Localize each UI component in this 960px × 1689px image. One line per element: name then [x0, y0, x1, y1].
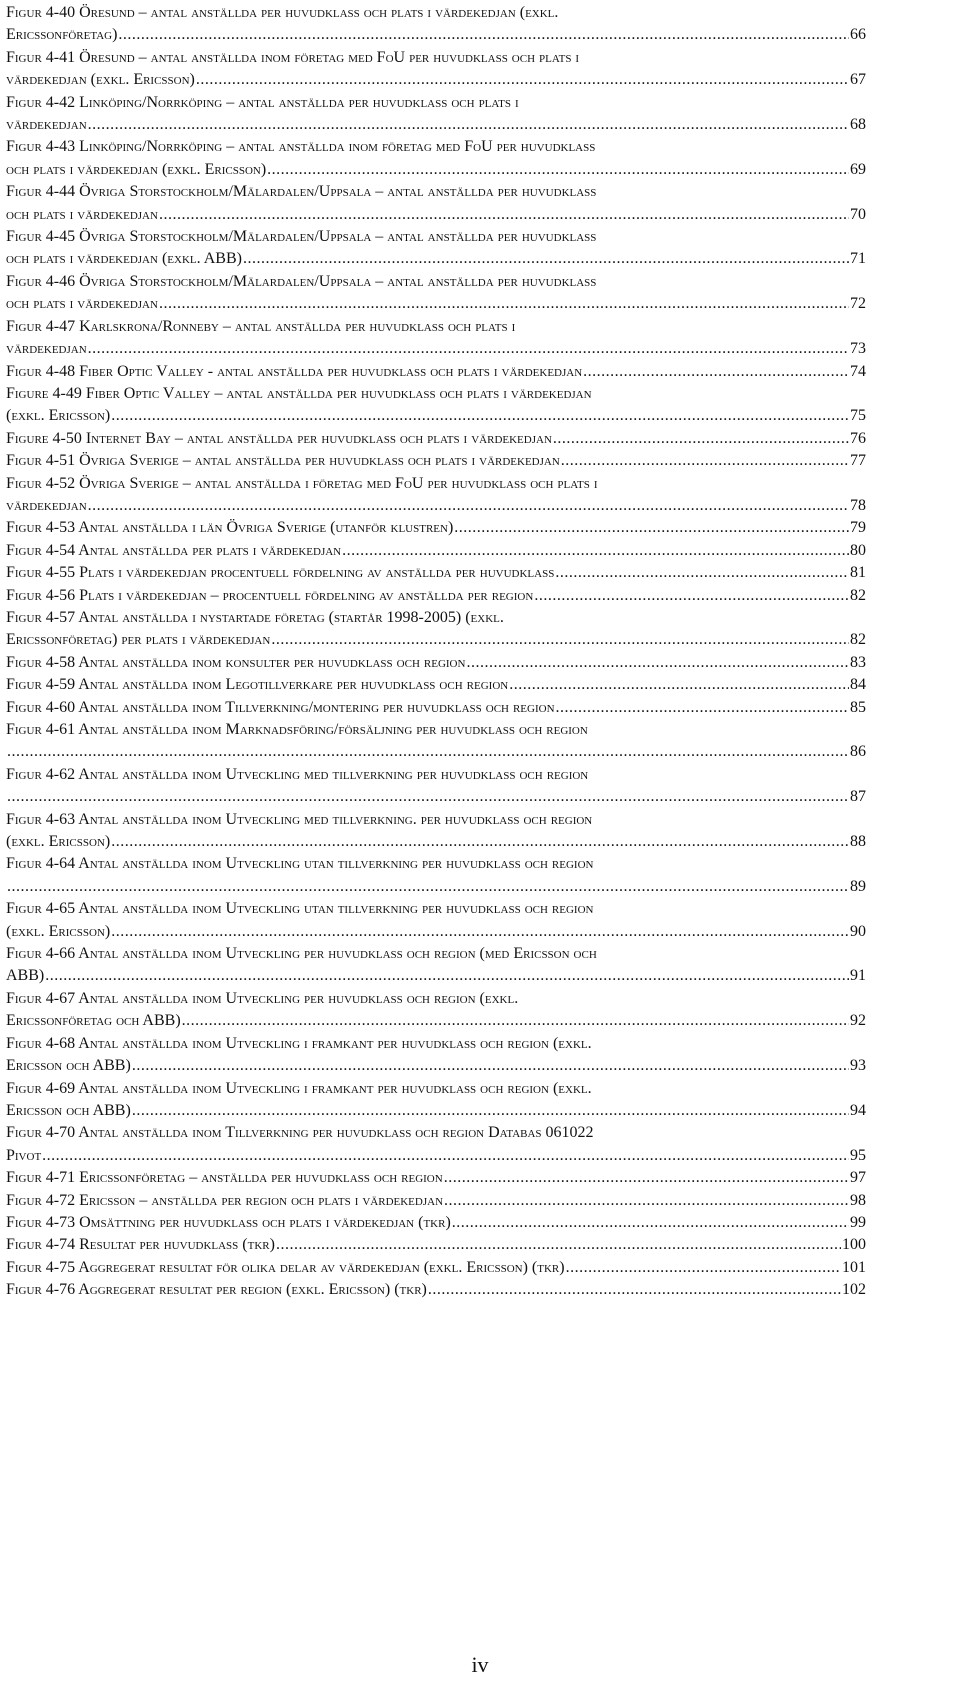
toc-entry[interactable]	[6, 181, 866, 226]
toc-entry[interactable]	[6, 136, 866, 181]
toc-entry-text: Figur 4-53 Antal anställda i län Övriga Sverige (utanför klustren)	[6, 519, 454, 537]
dot-leader	[182, 1010, 849, 1032]
toc-entry-page: 69	[850, 160, 866, 178]
toc-entry[interactable]	[6, 719, 866, 764]
toc-entry-text: Figur 4-71 Ericssonföretag – anställda per huvudklass och region	[6, 1169, 443, 1187]
toc-entry-page: 87	[850, 788, 866, 806]
toc-entry[interactable]	[6, 1212, 866, 1234]
toc-entry-text: Figur 4-74 Resultat per huvudklass (tkr)	[6, 1236, 275, 1254]
dot-leader	[88, 338, 849, 360]
dot-leader	[534, 585, 849, 607]
toc-entry-text: (exkl. Ericsson)	[6, 922, 111, 940]
toc-entry[interactable]	[6, 898, 866, 943]
toc-entry-text: Figur 4-61 Antal anställda inom Marknadsföring/försäljning per huvudklass och region	[6, 721, 588, 738]
toc-entry-page: 92	[850, 1012, 866, 1030]
toc-entry-text: Figur 4-69 Antal anställda inom Utveckling i framkant per huvudklass och region (exkl.	[6, 1079, 592, 1097]
toc-entry-text: Figur 4-73 Omsättning per huvudklass och plats i värdekedjan (tkr)	[6, 1213, 451, 1231]
toc-entry-text: Ericssonföretag) per plats i värdekedjan	[6, 631, 271, 649]
toc-entry-page: 91	[850, 967, 866, 985]
toc-entry-page: 93	[850, 1057, 866, 1075]
toc-entry-text: Figur 4-56 Plats i värdekedjan – procentuell fördelning av anställda per region	[6, 586, 534, 604]
toc-entry-text: Figur 4-67 Antal anställda inom Utveckling per huvudklass och region (exkl.	[6, 989, 519, 1007]
toc-entry-text: Figur 4-41 Öresund – antal anställda inom företag med FoU per huvudklass och plats i	[6, 48, 580, 66]
toc-entry-page: 98	[850, 1191, 866, 1209]
dot-leader	[159, 204, 849, 226]
dot-leader	[267, 159, 849, 181]
dot-leader	[111, 405, 849, 427]
toc-entry-text: (exkl. Ericsson)	[6, 833, 111, 851]
dot-leader	[7, 786, 849, 808]
toc-entry-text: Figur 4-70 Antal anställda inom Tillverkning per huvudklass och region Databas 061022	[6, 1124, 594, 1142]
toc-entry-page: 81	[850, 564, 866, 582]
toc-entry[interactable]	[6, 47, 866, 92]
toc-entry-text: Figur 4-46 Övriga Storstockholm/Mälardalen/Uppsala – antal anställda per huvudklass	[6, 272, 597, 290]
dot-leader	[118, 24, 849, 46]
toc-entry-text: Figur 4-72 Ericsson – anställda per region och plats i värdekedjan	[6, 1191, 444, 1209]
toc-entry-text: Ericssonföretag)	[6, 26, 118, 44]
table-of-figures	[6, 2, 866, 1302]
toc-entry-text: Figur 4-60 Antal anställda inom Tillverkning/montering per huvudklass och region	[6, 698, 555, 716]
toc-entry[interactable]	[6, 1257, 866, 1279]
dot-leader	[556, 697, 849, 719]
toc-entry-page: 77	[850, 452, 866, 470]
dot-leader	[111, 921, 849, 943]
dot-leader	[509, 674, 849, 696]
toc-entry-page: 68	[850, 116, 866, 134]
toc-entry-text: och plats i värdekedjan	[6, 295, 158, 313]
toc-entry[interactable]	[6, 1234, 866, 1256]
toc-entry-page: 67	[850, 71, 866, 89]
dot-leader	[243, 248, 849, 270]
toc-entry-text: Figur 4-55 Plats i värdekedjan procentuell fördelning av anställda per huvudklass	[6, 564, 555, 582]
toc-entry[interactable]	[6, 540, 866, 562]
dot-leader	[276, 1234, 841, 1256]
toc-entry-text: Figur 4-44 Övriga Storstockholm/Mälardalen/Uppsala – antal anställda per huvudklass	[6, 183, 597, 201]
toc-entry-text: värdekedjan	[6, 340, 87, 358]
toc-entry-page: 94	[850, 1101, 866, 1119]
toc-entry[interactable]	[6, 316, 866, 361]
toc-entry-text: Figur 4-76 Aggregerat resultat per region (exkl. Ericsson) (tkr)	[6, 1281, 427, 1299]
toc-entry-page: 73	[850, 340, 866, 358]
toc-entry-page: 66	[850, 26, 866, 44]
toc-entry-page: 89	[850, 877, 866, 895]
toc-entry-text: Figur 4-62 Antal anställda inom Utveckling med tillverkning per huvudklass och region	[6, 765, 589, 783]
dot-leader	[88, 495, 849, 517]
toc-entry[interactable]	[6, 943, 866, 988]
toc-entry[interactable]	[6, 92, 866, 137]
toc-entry[interactable]	[6, 1078, 866, 1123]
toc-entry-page: 84	[850, 676, 866, 694]
dot-leader	[444, 1167, 849, 1189]
toc-entry[interactable]	[6, 652, 866, 674]
toc-entry-page: 79	[850, 519, 866, 537]
toc-entry-text: Figur 4-68 Antal anställda inom Utveckling i framkant per huvudklass och region (exkl.	[6, 1034, 592, 1052]
toc-entry-text: Figur 4-58 Antal anställda inom konsulter per huvudklass och region	[6, 653, 466, 671]
dot-leader	[553, 428, 849, 450]
toc-entry[interactable]	[6, 809, 866, 854]
toc-entry-text: Ericsson och ABB)	[6, 1101, 131, 1119]
toc-entry-text: och plats i värdekedjan (exkl. ABB)	[6, 250, 242, 268]
toc-entry-text: Figur 4-43 Linköping/Norrköping – antal anställda inom företag med FoU per huvudklass	[6, 138, 596, 156]
toc-entry-text: Figur 4-47 Karlskrona/Ronneby – antal anställda per huvudklass och plats i	[6, 317, 516, 335]
toc-entry-page: 88	[850, 833, 866, 851]
dot-leader	[555, 562, 849, 584]
toc-entry-page: 76	[850, 429, 866, 447]
dot-leader	[7, 876, 849, 898]
dot-leader	[88, 114, 849, 136]
toc-entry[interactable]	[6, 271, 866, 316]
toc-entry-text: Figur 4-48 Fiber Optic Valley - antal anställda per huvudklass och plats i värdekedjan	[6, 362, 583, 380]
dot-leader	[196, 69, 849, 91]
toc-entry[interactable]	[6, 674, 866, 696]
toc-entry-page: 82	[850, 586, 866, 604]
dot-leader	[42, 1145, 849, 1167]
toc-entry-page: 74	[850, 362, 866, 380]
toc-entry-page: 90	[850, 922, 866, 940]
toc-entry-text: Figur 4-57 Antal anställda i nystartade företag (startår 1998-2005) (exkl.	[6, 608, 504, 626]
toc-entry[interactable]	[6, 1122, 866, 1167]
toc-entry-text: (exkl. Ericsson)	[6, 407, 111, 425]
toc-entry-text: Figur 4-75 Aggregerat resultat för olika delar av värdekedjan (exkl. Ericsson) (tkr)	[6, 1258, 565, 1276]
toc-entry[interactable]	[6, 383, 866, 428]
toc-entry-text: värdekedjan (exkl. Ericsson)	[6, 71, 195, 89]
toc-entry-text: och plats i värdekedjan (exkl. Ericsson)	[6, 160, 267, 178]
toc-entry-text: Figur 4-45 Övriga Storstockholm/Mälardalen/Uppsala – antal anställda per huvudklass	[6, 228, 597, 246]
toc-entry-text: Pivot	[6, 1146, 42, 1164]
toc-entry-text: Figur 4-54 Antal anställda per plats i värdekedjan	[6, 541, 342, 559]
toc-entry-text: Ericsson och ABB)	[6, 1057, 131, 1075]
toc-entry[interactable]	[6, 517, 866, 539]
toc-entry-text: Figur 4-64 Antal anställda inom Utveckling utan tillverkning per huvudklass och region	[6, 855, 594, 873]
toc-entry-page: 99	[850, 1213, 866, 1231]
toc-entry-page: 70	[850, 205, 866, 223]
dot-leader	[132, 1055, 849, 1077]
toc-entry-page: 97	[850, 1169, 866, 1187]
dot-leader	[428, 1279, 841, 1301]
toc-entry-text: Figure 4-50 Internet Bay – antal anställda per huvudklass och plats i värdekedjan	[6, 429, 552, 447]
toc-entry-page: 85	[850, 698, 866, 716]
toc-entry[interactable]	[6, 2, 866, 47]
toc-entry-text: Figur 4-65 Antal anställda inom Utveckling utan tillverkning per huvudklass och region	[6, 900, 594, 918]
dot-leader	[466, 652, 849, 674]
toc-entry-text: Figur 4-59 Antal anställda inom Legotillverkare per huvudklass och region	[6, 676, 509, 694]
toc-entry-page: 75	[850, 407, 866, 425]
dot-leader	[159, 293, 849, 315]
toc-entry-page: 78	[850, 496, 866, 514]
toc-entry[interactable]	[6, 1190, 866, 1212]
dot-leader	[583, 361, 849, 383]
toc-entry-text: Figur 4-40 Öresund – antal anställda per huvudklass och plats i värdekedjan (exkl.	[6, 4, 559, 21]
toc-entry-page: 83	[850, 653, 866, 671]
toc-entry-page: 86	[850, 743, 866, 761]
toc-entry[interactable]	[6, 988, 866, 1033]
toc-entry[interactable]	[6, 1279, 866, 1301]
toc-entry[interactable]	[6, 226, 866, 271]
toc-entry[interactable]	[6, 1167, 866, 1189]
toc-entry-page: 80	[850, 541, 866, 559]
toc-entry-text: ABB)	[6, 967, 45, 985]
dot-leader	[561, 450, 849, 472]
dot-leader	[111, 831, 849, 853]
toc-entry[interactable]	[6, 1033, 866, 1078]
dot-leader	[271, 629, 849, 651]
toc-entry-text: värdekedjan	[6, 496, 87, 514]
toc-entry[interactable]	[6, 607, 866, 652]
dot-leader	[444, 1190, 849, 1212]
toc-entry[interactable]	[6, 361, 866, 383]
toc-entry[interactable]	[6, 585, 866, 607]
toc-entry-page: 95	[850, 1146, 866, 1164]
toc-entry-text: värdekedjan	[6, 116, 87, 134]
toc-entry-text: Figur 4-63 Antal anställda inom Utveckling med tillverkning. per huvudklass och region	[6, 810, 593, 828]
page-number: iv	[471, 1652, 489, 1677]
toc-entry[interactable]	[6, 853, 866, 898]
toc-entry-text: Figur 4-51 Övriga Sverige – antal anställda per huvudklass och plats i värdekedjan	[6, 452, 560, 470]
toc-entry-text: och plats i värdekedjan	[6, 205, 158, 223]
dot-leader	[454, 517, 849, 539]
toc-entry-page: 100	[842, 1236, 866, 1254]
toc-entry[interactable]	[6, 697, 866, 719]
toc-entry[interactable]	[6, 562, 866, 584]
toc-entry-page: 101	[842, 1258, 866, 1276]
toc-entry-text: Ericssonföretag och ABB)	[6, 1012, 181, 1030]
dot-leader	[342, 540, 849, 562]
dot-leader	[452, 1212, 849, 1234]
toc-entry-text: Figur 4-66 Antal anställda inom Utveckling per huvudklass och region (med Ericsson och	[6, 945, 597, 963]
toc-entry-page: 102	[842, 1281, 866, 1299]
dot-leader	[566, 1257, 841, 1279]
toc-entry[interactable]	[6, 764, 866, 809]
toc-entry[interactable]	[6, 428, 866, 450]
dot-leader	[45, 965, 849, 987]
toc-entry-text: Figur 4-42 Linköping/Norrköping – antal anställda per huvudklass och plats i	[6, 93, 519, 111]
dot-leader	[7, 741, 849, 763]
toc-entry-text: Figure 4-49 Fiber Optic Valley – antal anställda per huvudklass och plats i värdekedjan	[6, 384, 592, 402]
toc-entry[interactable]	[6, 473, 866, 518]
toc-entry[interactable]	[6, 450, 866, 472]
toc-entry-page: 72	[850, 295, 866, 313]
toc-entry-page: 71	[850, 250, 866, 268]
toc-entry-text: Figur 4-52 Övriga Sverige – antal anställda i företag med FoU per huvudklass och plats i	[6, 474, 598, 492]
toc-entry-page: 82	[850, 631, 866, 649]
dot-leader	[132, 1100, 849, 1122]
